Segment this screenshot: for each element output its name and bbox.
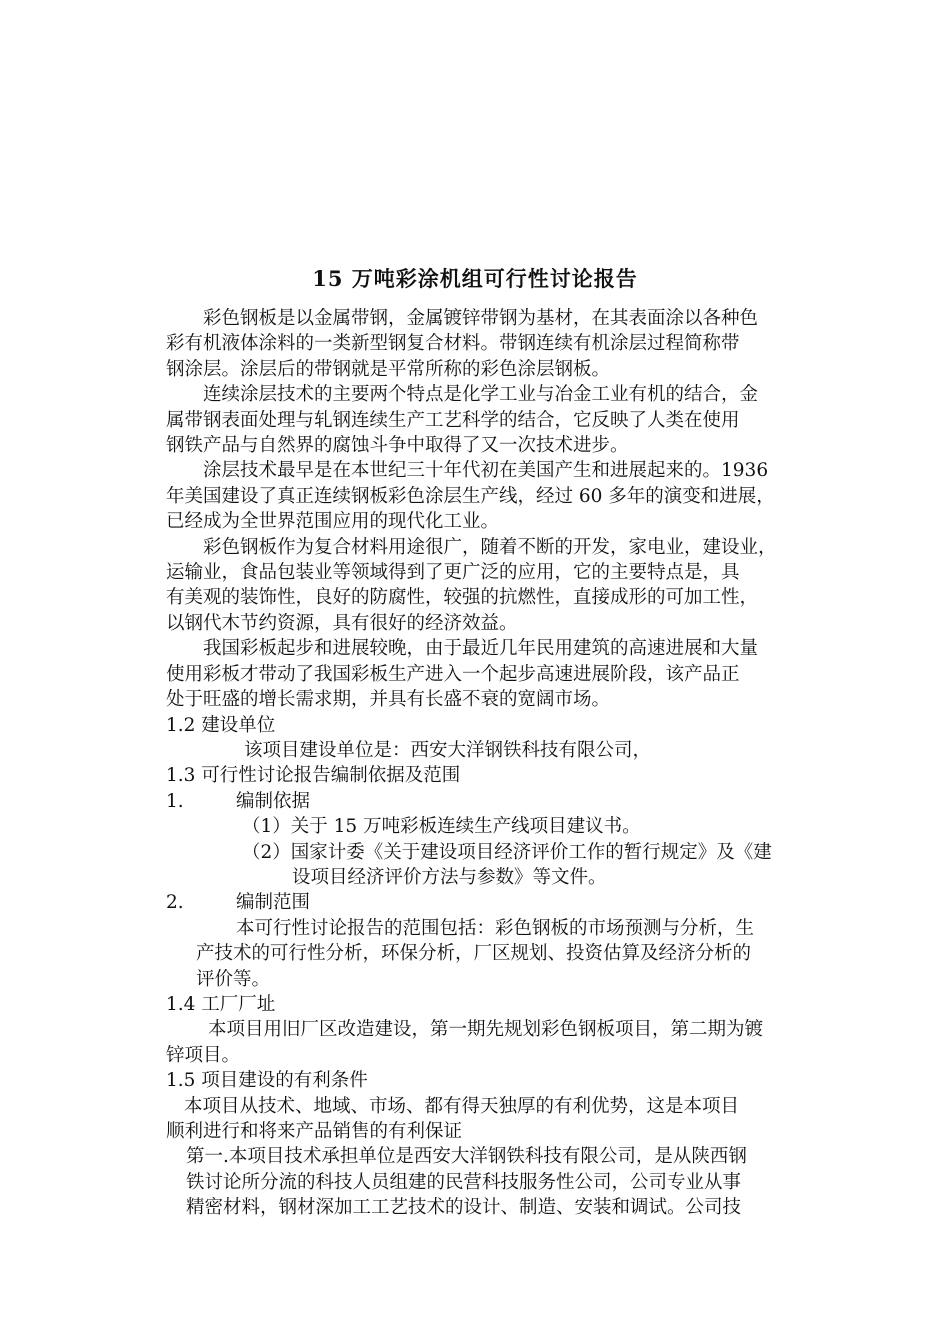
section-heading: 1.5 项目建设的有利条件	[166, 1070, 368, 1092]
paragraph-line: 运输业，食品包装业等领域得到了更广泛的应用，它的主要特点是，具	[166, 562, 740, 584]
list-item-continuation: 设项目经济评价方法与参数》等文件。	[292, 866, 607, 888]
paragraph-line: 精密材料，钢材深加工工艺技术的设计、制造、安装和调试。公司技	[186, 1197, 742, 1219]
paragraph-line: 第一.本项目技术承担单位是西安大洋钢铁科技有限公司，是从陕西钢	[186, 1146, 747, 1168]
paragraph-line: 铁讨论所分流的科技人员组建的民营科技服务性公司，公司专业从事	[186, 1171, 742, 1193]
paragraph-line: 年美国建设了真正连续钢板彩色涂层生产线，经过 60 多年的演变和进展，	[166, 485, 775, 507]
paragraph-line: 有美观的装饰性，良好的防腐性，较强的抗燃性，直接成形的可加工性，	[166, 587, 759, 609]
paragraph-line: 属带钢表面处理与轧钢连续生产工艺科学的结合，它反映了人类在使用	[166, 409, 740, 431]
paragraph-line: 处于旺盛的增长需求期，并具有长盛不衰的宽阔市场。	[166, 689, 611, 711]
section-heading: 1.2 建设单位	[166, 714, 276, 736]
paragraph-line: 本可行性讨论报告的范围包括：彩色钢板的市场预测与分析，生	[236, 917, 755, 939]
paragraph-line: 以钢代木节约资源，具有很好的经济效益。	[166, 612, 518, 634]
paragraph-line: 彩色钢板是以金属带钢，金属镀锌带钢为基材，在其表面涂以各种色	[203, 308, 759, 329]
list-item: （1）关于 15 万吨彩板连续生产线项目建议书。	[242, 816, 641, 838]
section-heading: 1.3 可行性讨论报告编制依据及范围	[166, 765, 461, 787]
list-item: （2）国家计委《关于建设项目经济评价工作的暂行规定》及《建	[242, 841, 772, 863]
paragraph-line: 我国彩板起步和进展较晚，由于最近几年民用建筑的高速进展和大量	[203, 638, 759, 660]
paragraph-line: 本项目从技术、地域、市场、都有得天独厚的有利优势，这是本项目	[184, 1095, 740, 1117]
paragraph-line: 产技术的可行性分析，环保分析，厂区规划、投资估算及经济分析的	[196, 943, 752, 965]
paragraph-line: 已经成为全世界范围应用的现代化工业。	[166, 511, 500, 533]
paragraph-line: 评价等。	[196, 968, 271, 990]
section-heading: 1.4 工厂厂址	[166, 993, 276, 1015]
paragraph-line: 涂层技术最早是在本世纪三十年代初在美国产生和进展起来的。1936	[203, 460, 769, 482]
paragraph-line: 钢铁产品与自然界的腐蚀斗争中取得了又一次技术进步。	[166, 435, 629, 457]
list-label: 编制范围	[236, 892, 311, 914]
paragraph-line: 使用彩板才带动了我国彩板生产进入一个起步高速进展阶段，该产品正	[166, 663, 740, 685]
paragraph-line: 锌项目。	[166, 1044, 241, 1066]
paragraph-line: 本项目用旧厂区改造建设，第一期先规划彩色钢板项目，第二期为镀	[208, 1019, 764, 1041]
list-number: 1.	[166, 790, 184, 812]
list-label: 编制依据	[236, 790, 311, 812]
document-title: 15 万吨彩涂机组可行性讨论报告	[312, 266, 638, 291]
paragraph-line: 彩有机液体涂料的一类新型钢复合材料。带钢连续有机涂层过程简称带	[166, 333, 740, 355]
paragraph-line: 该项目建设单位是：西安大洋钢铁科技有限公司，	[244, 739, 652, 761]
list-item	[166, 890, 888, 915]
list-item	[166, 789, 888, 814]
list-number: 2.	[166, 892, 184, 914]
paragraph-line: 彩色钢板作为复合材料用途很广，随着不断的开发，家电业，建设业，	[203, 536, 777, 558]
paragraph-line: 顺利进行和将来产品销售的有利保证	[166, 1121, 463, 1142]
paragraph-line: 连续涂层技术的主要两个特点是化学工业与冶金工业有机的结合，金	[203, 384, 759, 406]
paragraph-line: 钢涂层。涂层后的带钢就是平常所称的彩色涂层钢板。	[166, 358, 611, 380]
document-body	[166, 306, 888, 1221]
